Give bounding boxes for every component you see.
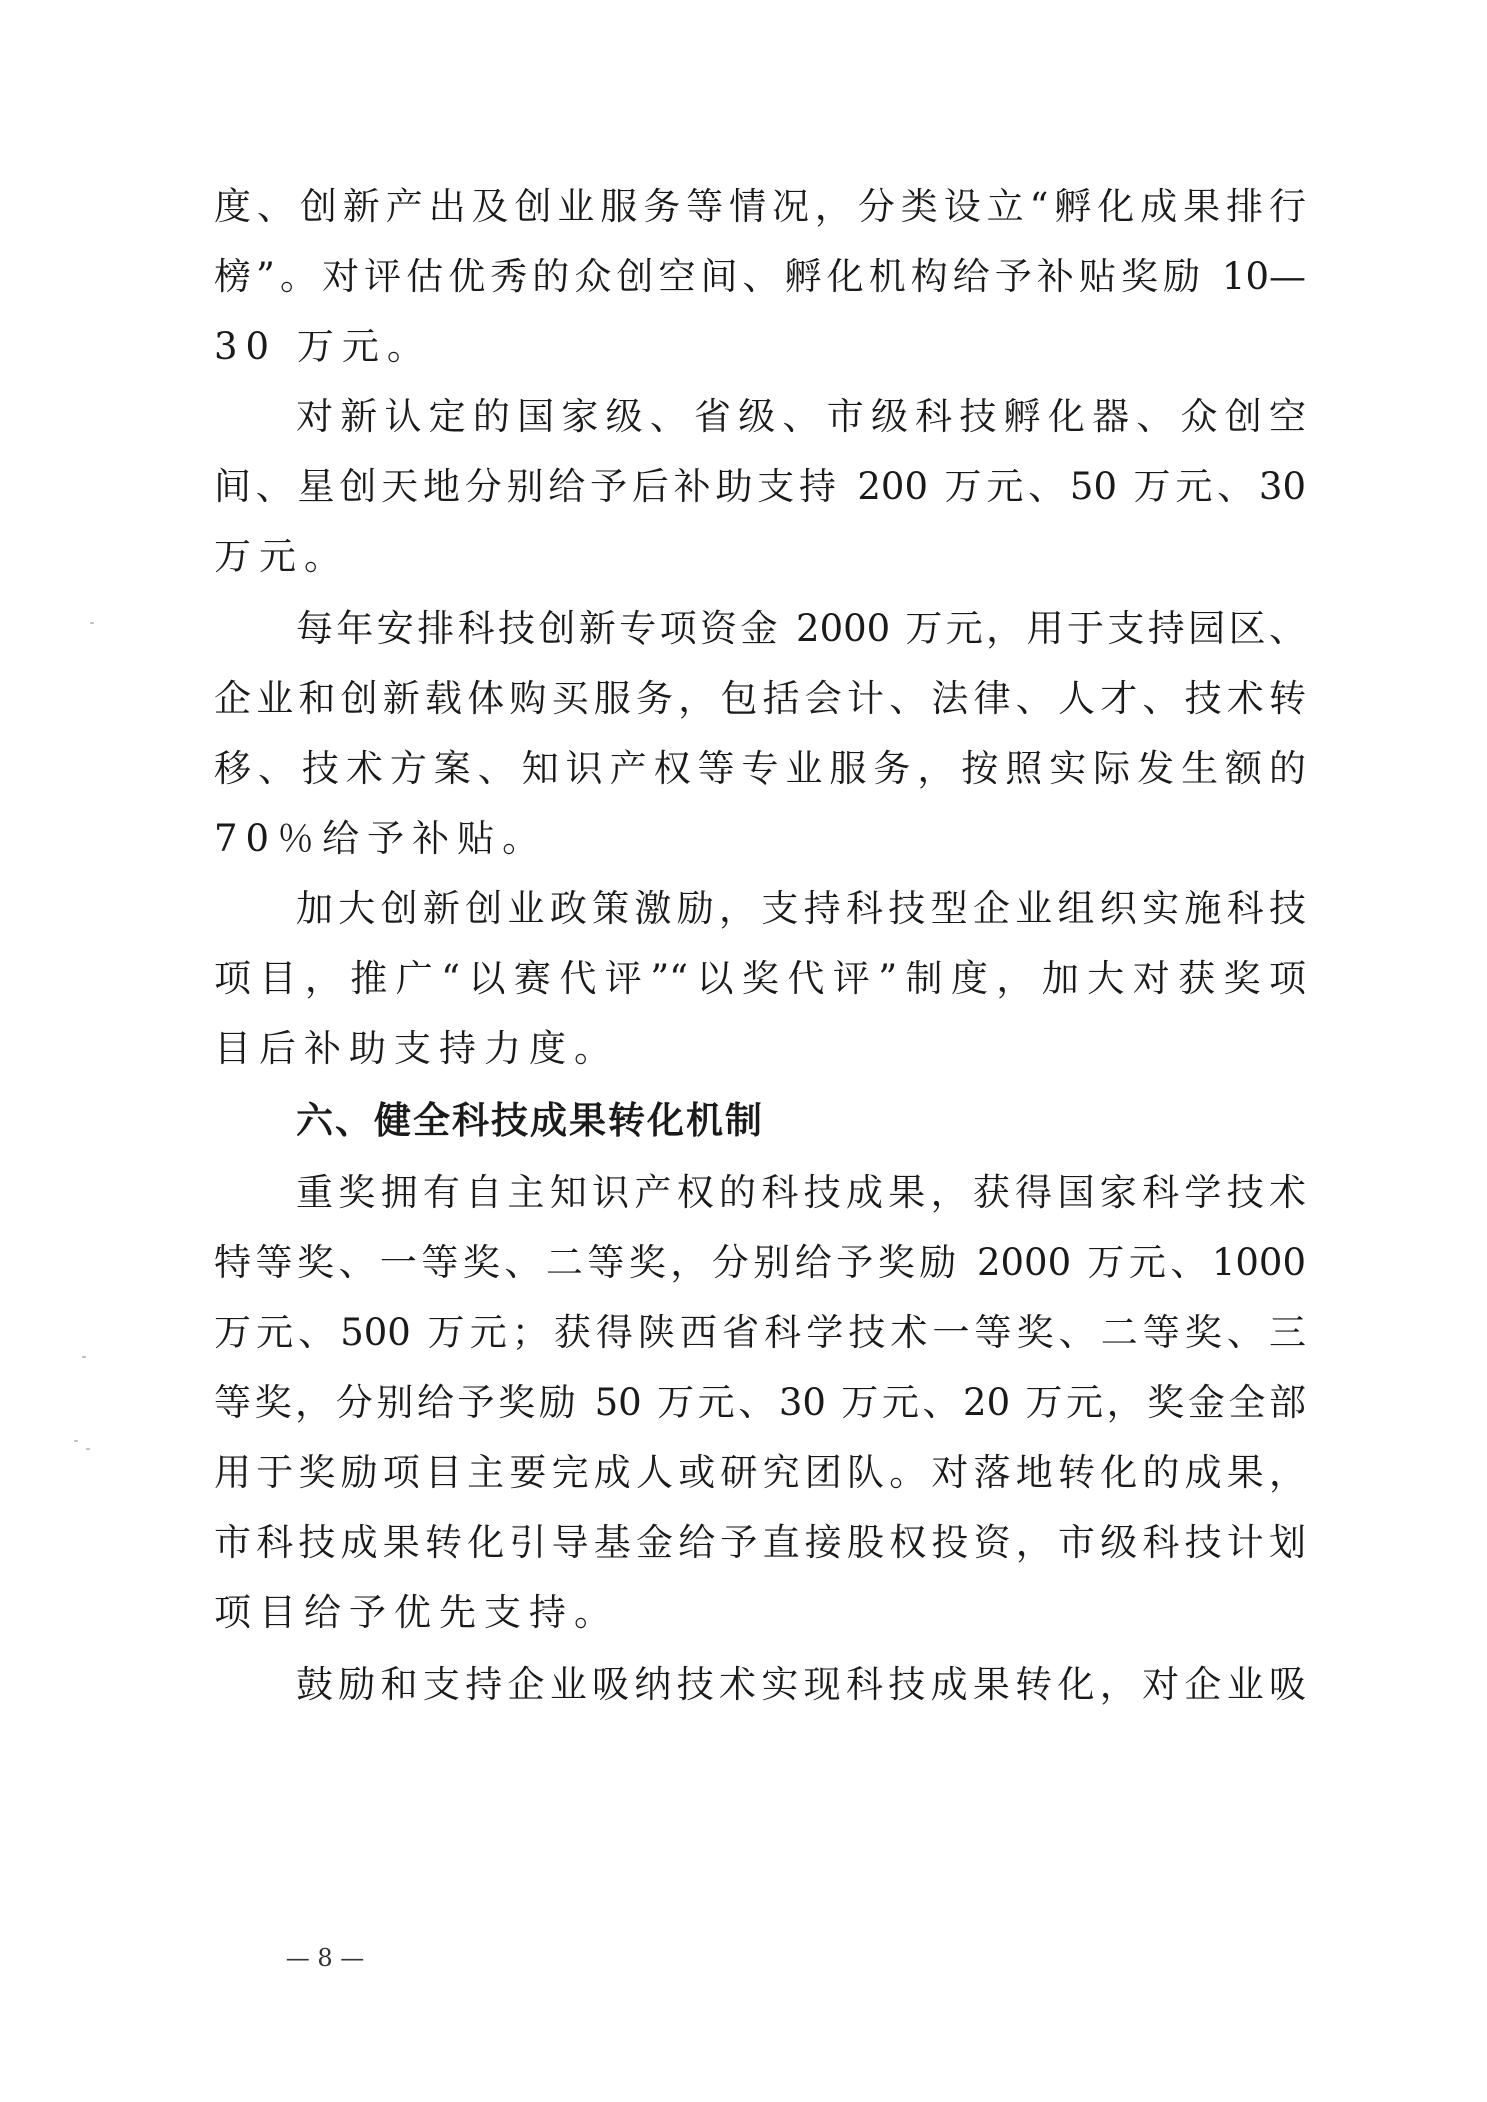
text-line: 30 万元。	[214, 325, 432, 368]
scan-speck	[74, 1440, 78, 1442]
text-line: 目后补助支持力度。	[214, 1027, 619, 1070]
text-line: 用于奖励项目主要完成人或研究团队。对落地转化的成果，	[214, 1451, 1306, 1494]
text-line: 项目给予优先支持。	[214, 1591, 619, 1634]
text-line: 特等奖、一等奖、二等奖，分别给予奖励 2000 万元、1000	[214, 1241, 1306, 1284]
text-line: 企业和创新载体购买服务，包括会计、法律、人才、技术转	[214, 677, 1306, 720]
text-line: 对新认定的国家级、省级、市级科技孵化器、众创空	[296, 395, 1306, 438]
text-line: 榜”。对评估优秀的众创空间、孵化机构给予补贴奖励 10—	[214, 255, 1306, 298]
text-line: 移、技术方案、知识产权等专业服务，按照实际发生额的	[214, 747, 1306, 790]
scan-speck	[86, 1448, 90, 1450]
scan-speck	[90, 622, 94, 624]
text-line: 万元。	[214, 535, 349, 578]
text-line: 间、星创天地分别给予后补助支持 200 万元、50 万元、30	[214, 465, 1306, 508]
text-line: 70％给予补贴。	[214, 817, 548, 860]
text-line: 等奖，分别给予奖励 50 万元、30 万元、20 万元，奖金全部	[214, 1381, 1306, 1424]
text-line: 鼓励和支持企业吸纳技术实现科技成果转化，对企业吸	[296, 1663, 1306, 1706]
text-line: 市科技成果转化引导基金给予直接股权投资，市级科技计划	[214, 1521, 1306, 1564]
text-line: 重奖拥有自主知识产权的科技成果，获得国家科学技术	[296, 1171, 1306, 1214]
section-heading: 六、健全科技成果转化机制	[296, 1099, 764, 1142]
text-line: 度、创新产出及创业服务等情况，分类设立“孵化成果排行	[214, 185, 1306, 228]
text-line: 每年安排科技创新专项资金 2000 万元，用于支持园区、	[296, 607, 1306, 650]
scan-speck	[82, 1356, 86, 1358]
text-line: 万元、500 万元；获得陕西省科学技术一等奖、二等奖、三	[214, 1311, 1306, 1354]
text-line: 项目，推广“以赛代评”“以奖代评”制度，加大对获奖项	[214, 957, 1306, 1000]
text-line: 加大创新创业政策激励，支持科技型企业组织实施科技	[296, 887, 1306, 930]
page-number: — 8 —	[285, 1944, 365, 1972]
